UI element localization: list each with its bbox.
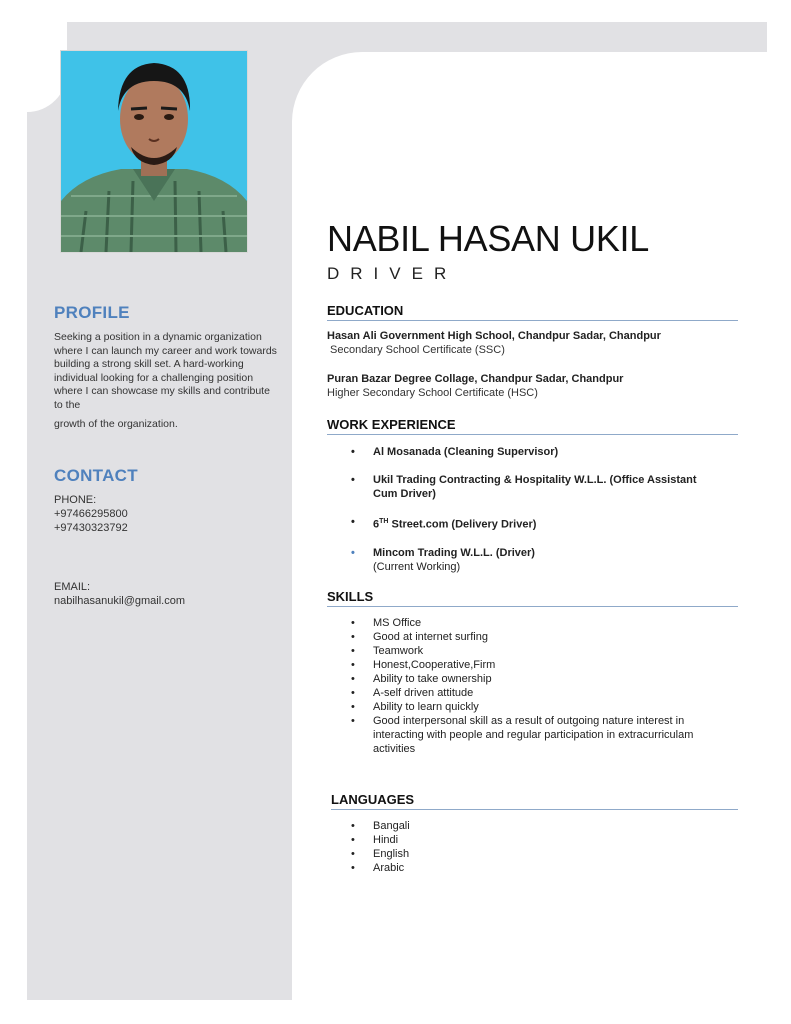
candidate-title: DRIVER (327, 264, 458, 283)
work-item (351, 515, 723, 532)
profile-summary-text: Seeking a position in a dynamic organization where I can launch my career and work towards building a strong skill set. A hard-working individual looking for a challenging position where I can showcase my skills and contribute to the (54, 331, 277, 411)
skills-list (351, 616, 733, 756)
education-institution: Hasan Ali Government High School, Chandpur Sadar, Chandpur (327, 330, 661, 342)
skill-item: • MS Office (351, 616, 733, 630)
education-item (327, 372, 623, 400)
language-item: • English (351, 847, 733, 861)
phone-number-2: +97430323792 (54, 522, 128, 534)
skill-item: • Good interpersonal skill as a result of outgoing nature interest in interacting with people and regular participation in extracurriculam activities (351, 714, 733, 756)
education-item (327, 329, 661, 357)
work-item-prefix: 6 (373, 518, 380, 531)
contact-heading: CONTACT (54, 466, 138, 485)
work-item (351, 445, 723, 459)
language-item: • Bangali (351, 819, 733, 833)
languages-heading: LANGUAGES (331, 792, 738, 810)
education-degree: Secondary School Certificate (SSC) (330, 344, 505, 356)
skills-heading: SKILLS (327, 589, 738, 607)
work-item-text: Street.com (Delivery Driver) (388, 518, 537, 531)
work-item-note: (Current Working) (373, 560, 461, 573)
candidate-name: NABIL HASAN UKIL (327, 218, 649, 259)
profile-photo (60, 50, 248, 253)
phone-block (54, 493, 128, 535)
work-item-text: Ukil Trading Contracting & Hospitality W.L.L. (Office Assistant Cum Driver) (373, 474, 697, 500)
profile-heading: PROFILE (54, 303, 130, 322)
work-item-text: Mincom Trading W.L.L. (Driver) (373, 546, 535, 559)
phone-number-1: +97466295800 (54, 508, 128, 520)
education-degree: Higher Secondary School Certificate (HSC) (327, 387, 538, 399)
languages-list (351, 819, 733, 875)
work-experience-heading: WORK EXPERIENCE (327, 417, 738, 435)
skill-item: • Teamwork (351, 644, 733, 658)
email-address: nabilhasanukil@gmail.com (54, 595, 186, 607)
skill-item: • A-self driven attitude (351, 686, 733, 700)
work-item-text: Al Mosanada (Cleaning Supervisor) (373, 446, 559, 458)
work-item (351, 546, 723, 574)
skill-item: • Ability to learn quickly (351, 700, 733, 714)
email-block (54, 580, 185, 608)
phone-label: PHONE: (54, 494, 97, 506)
work-item (351, 473, 723, 501)
email-label: EMAIL: (54, 581, 91, 593)
language-item: • Arabic (351, 861, 733, 875)
profile-summary-last-line: growth of the organization. (54, 418, 178, 430)
work-experience-list (351, 445, 723, 588)
work-item-superscript: TH (379, 518, 389, 525)
skill-item: • Good at internet surfing (351, 630, 733, 644)
education-institution: Puran Bazar Degree Collage, Chandpur Sadar, Chandpur (327, 373, 624, 385)
profile-summary (54, 331, 279, 432)
education-heading: EDUCATION (327, 303, 738, 321)
skill-item: • Ability to take ownership (351, 672, 733, 686)
skill-item: • Honest,Cooperative,Firm (351, 658, 733, 672)
language-item: • Hindi (351, 833, 733, 847)
